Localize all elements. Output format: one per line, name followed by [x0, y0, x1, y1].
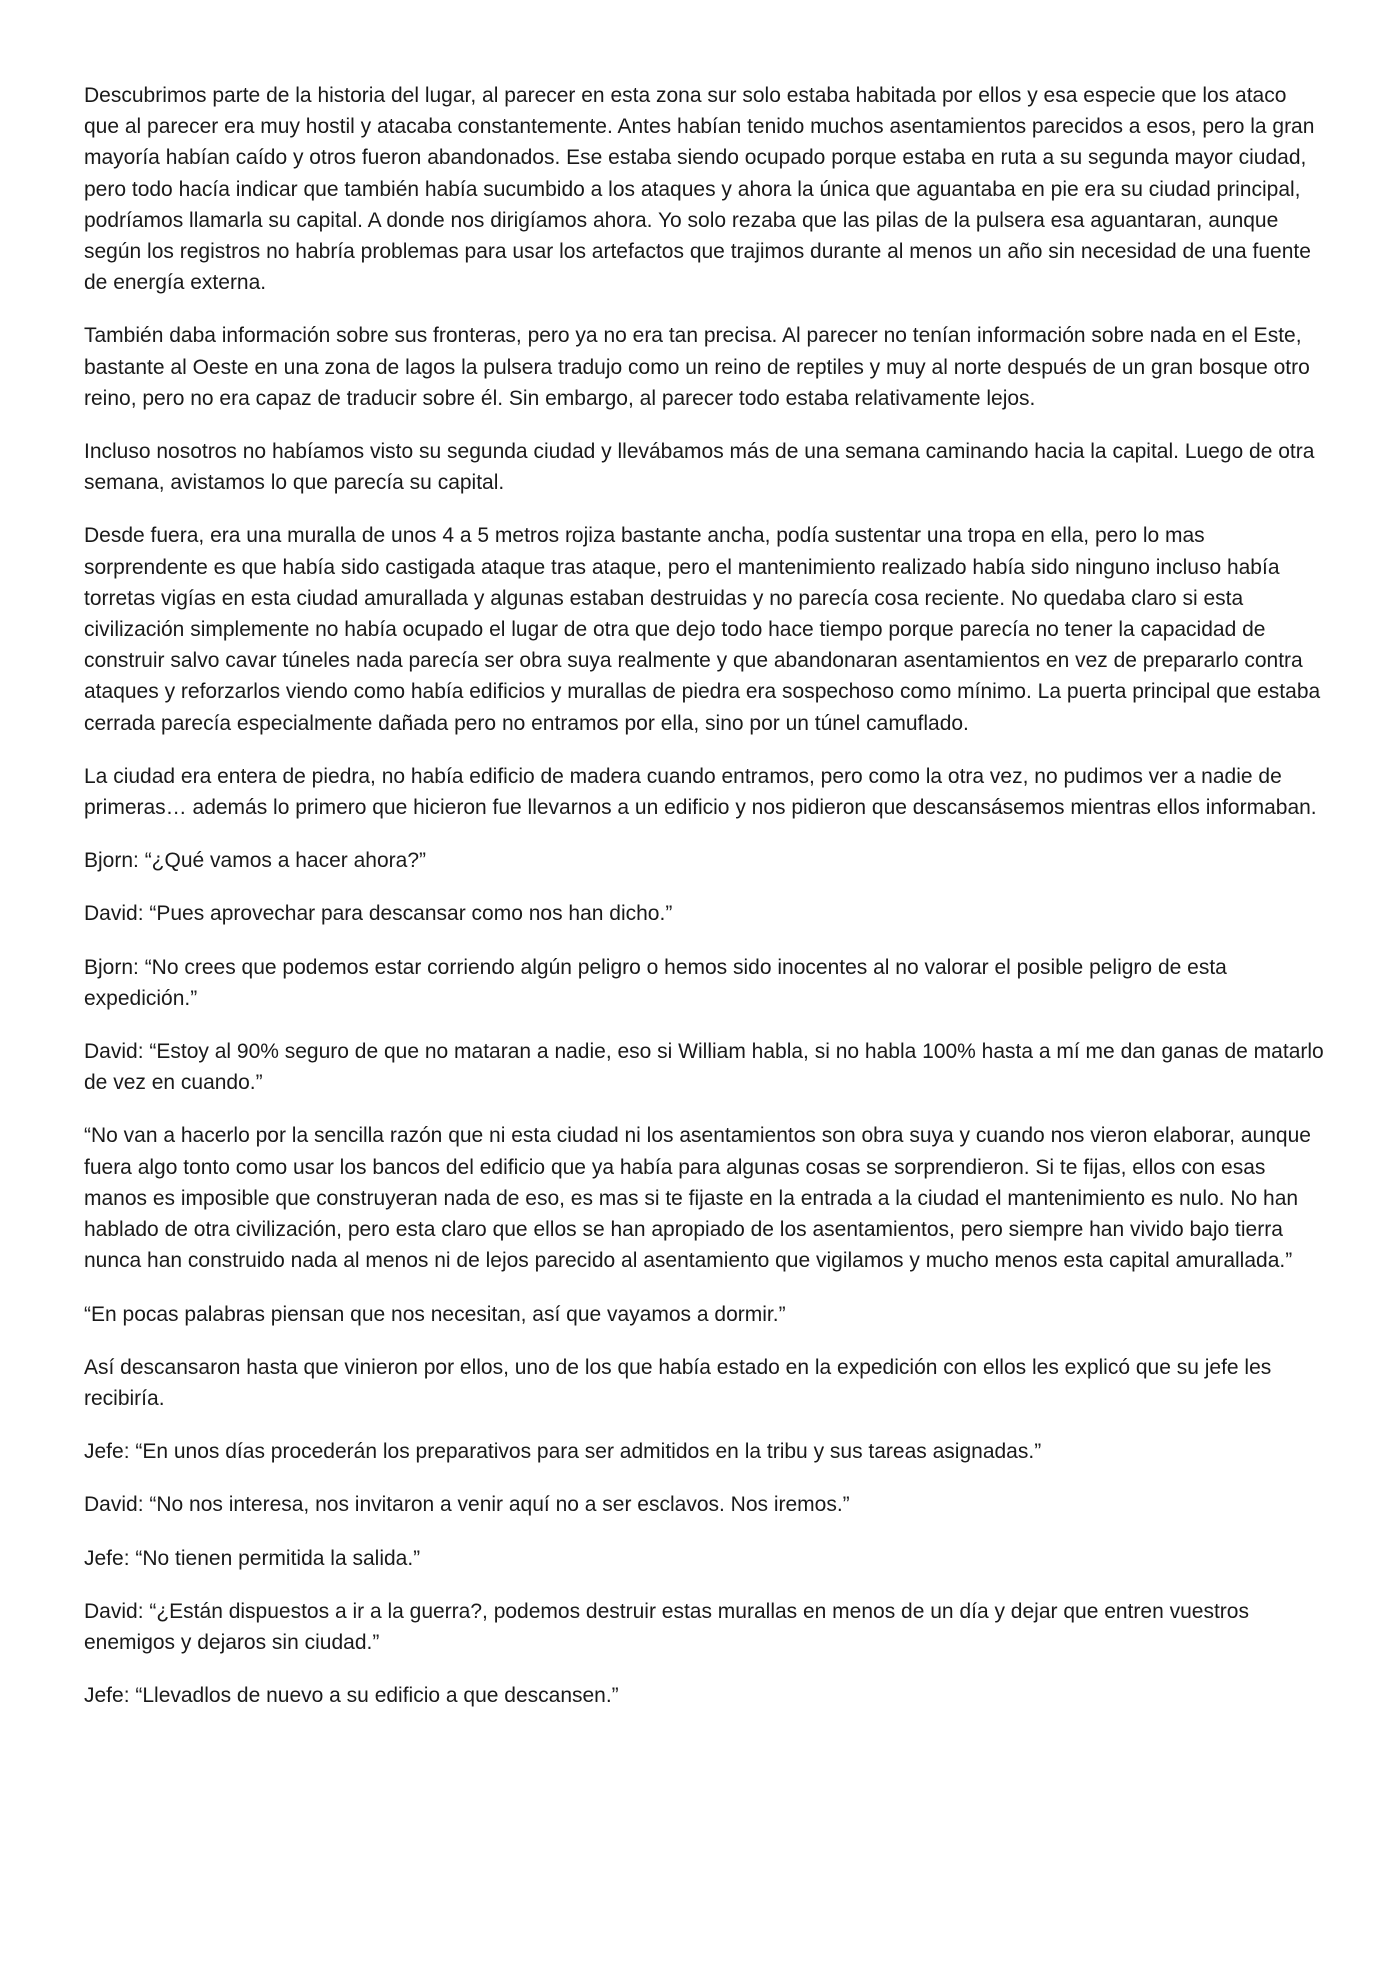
dialogue-line: “En pocas palabras piensan que nos necesitan, así que vayamos a dormir.”: [84, 1302, 786, 1326]
paragraph: La ciudad era entera de piedra, no había edificio de madera cuando entramos, pero como la otra vez, no pudimos ver a nadie de primeras… además lo primero que hicieron fue llevarnos a un edificio y nos pidieron que descansásemos mientras ellos informaban.: [84, 764, 1317, 820]
dialogue-line: David: “Estoy al 90% seguro de que no mataran a nadie, eso si William habla, si no habla 100% hasta a mí me dan ganas de matarlo de vez en cuando.”: [84, 1040, 1324, 1095]
dialogue-line: David: “Pues aprovechar para descansar como nos han dicho.”: [84, 902, 673, 926]
dialogue-line: David: “No nos interesa, nos invitaron a venir aquí no a ser esclavos. Nos iremos.”: [84, 1493, 850, 1517]
paragraph: Desde fuera, era una muralla de unos 4 a 5 metros rojiza bastante ancha, podía sustentar una tropa en ella, pero lo mas sorprendente es que había sido castigada ataque tras ataque, pero el mantenimiento realizado había sido ninguno incluso había torretas vigías en esta ciudad amurallada y algunas estaban destruidas y no parecía cosa reciente. No quedaba claro si esta civilización simplemente no había ocupado el lugar de otra que dejo todo hace tiempo porque parecía no tener la capacidad de construir salvo cavar túneles nada parecía ser obra suya realmente y que abandonaran asentamientos en vez de prepararlo contra ataques y reforzarlos viendo como había edificios y murallas de piedra era sospechoso como mínimo. La puerta principal que estaba cerrada parecía especialmente dañada pero no entramos por ella, sino por un túnel camuflado.: [84, 524, 1321, 735]
paragraph: Así descansaron hasta que vinieron por ellos, uno de los que había estado en la expedición con ellos les explicó que su jefe les recibiría.: [84, 1355, 1272, 1410]
dialogue-line: “No van a hacerlo por la sencilla razón que ni esta ciudad ni los asentamientos son obra suya y cuando nos vieron elaborar, aunque fuera algo tonto como usar los bancos del edificio que ya había para algunas cosas se sorprendieron. Si te fijas, ellos con esas manos es imposible que construyeran nada de eso, es mas si te fijaste en la entrada a la ciudad el mantenimiento es nulo. No han hablado de otra civilización, pero esta claro que ellos se han apropiado de los asentamientos, pero siempre han vivido bajo tierra nunca han construido nada al menos ni de lejos parecido al asentamiento que vigilamos y mucho menos esta capital amurallada.”: [84, 1124, 1311, 1273]
paragraph: Incluso nosotros no habíamos visto su segunda ciudad y llevábamos más de una semana caminando hacia la capital. Luego de otra semana, avistamos lo que parecía su capital.: [84, 440, 1315, 495]
paragraph: Descubrimos parte de la historia del lugar, al parecer en esta zona sur solo estaba habitada por ellos y esa especie que los ataco que al parecer era muy hostil y atacaba constantemente. Antes habían tenido muchos asentamientos parecidos a esos, pero la gran mayoría habían caído y otros fueron abandonados. Ese estaba siendo ocupado porque estaba en ruta a su segunda mayor ciudad, pero todo hacía indicar que también había sucumbido a los ataques y ahora la única que aguantaba en pie era su ciudad principal, podríamos llamarla su capital. A donde nos dirigíamos ahora. Yo solo rezaba que las pilas de la pulsera esa aguantaran, aunque según los registros no habría problemas para usar los artefactos que trajimos durante al menos un año sin necesidad de una fuente de energía externa.: [84, 84, 1315, 295]
paragraph: También daba información sobre sus fronteras, pero ya no era tan precisa. Al parecer no tenían información sobre nada en el Este, bastante al Oeste en una zona de lagos la pulsera tradujo como un reino de reptiles y muy al norte después de un gran bosque otro reino, pero no era capaz de traducir sobre él. Sin embargo, al parecer todo estaba relativamente lejos.: [84, 324, 1310, 410]
dialogue-line: Bjorn: “¿Qué vamos a hacer ahora?”: [84, 849, 426, 873]
dialogue-line: Jefe: “Llevadlos de nuevo a su edificio a que descansen.”: [84, 1684, 619, 1708]
dialogue-line: Bjorn: “No crees que podemos estar corriendo algún peligro o hemos sido inocentes al no valorar el posible peligro de esta expedición.”: [84, 955, 1227, 1010]
dialogue-line: David: “¿Están dispuestos a ir a la guerra?, podemos destruir estas murallas en menos de un día y dejar que entren vuestros enemigos y dejaros sin ciudad.”: [84, 1599, 1249, 1654]
document-page: [84, 80, 1324, 1733]
dialogue-line: Jefe: “No tienen permitida la salida.”: [84, 1546, 421, 1570]
dialogue-line: Jefe: “En unos días procederán los preparativos para ser admitidos en la tribu y sus tareas asignadas.”: [84, 1440, 1042, 1464]
